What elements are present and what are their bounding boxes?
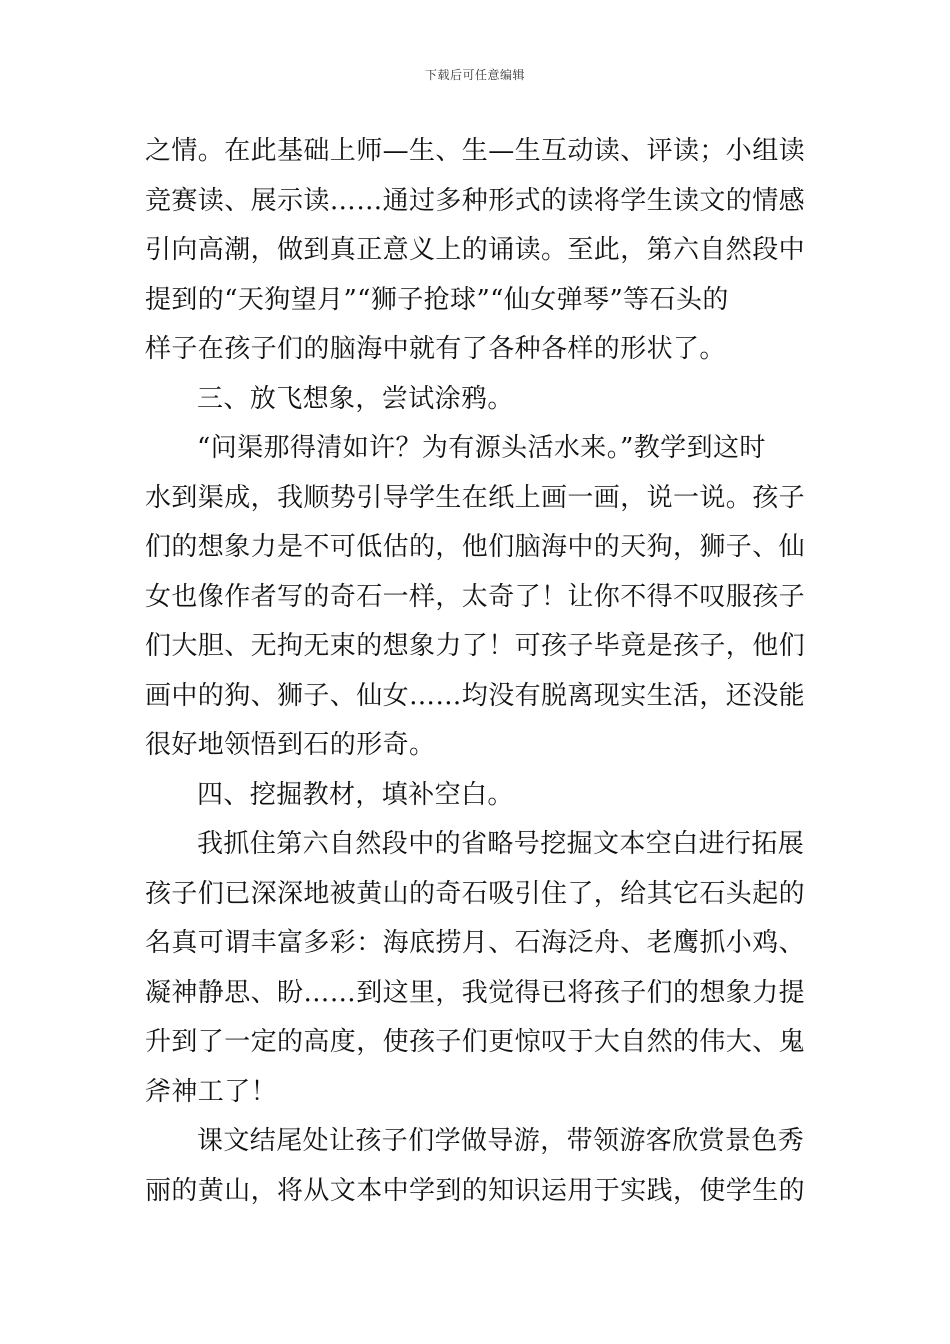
text-line: 们大胆、无拘无束的想象力了！可孩子毕竟是孩子，他们 — [145, 631, 806, 661]
text-line: 女也像作者写的奇石一样，太奇了！让你不得不叹服孩子 — [145, 581, 806, 612]
text-line: “问渠那得清如许？为有源头活水来。”教学到这时 — [197, 433, 766, 463]
text-line: 竞赛读、展示读……通过多种形式的读将学生读文的情感 — [145, 185, 806, 216]
text-line: 斧神工了！ — [145, 1076, 278, 1107]
text-line: 四、挖掘教材，填补空白。 — [197, 779, 514, 810]
text-line: 三、放飞想象，尝试涂鸦。 — [197, 383, 514, 414]
text-line: 我抓住第六自然段中的省略号挖掘文本空白进行拓展 — [197, 829, 805, 859]
page-header: 下载后可任意编辑 — [424, 68, 525, 82]
text-line: 之情。在此基础上师—生、生—生互动读、评读；小组读 — [145, 136, 806, 166]
text-line: 画中的狗、狮子、仙女……均没有脱离现实生活，还没能 — [145, 680, 806, 711]
document-body — [145, 127, 807, 1216]
text-line: 名真可谓丰富多彩：海底捞月、石海泛舟、老鹰抓小鸡、 — [145, 928, 806, 958]
text-line: 升到了一定的高度，使孩子们更惊叹于大自然的伟大、鬼 — [145, 1027, 806, 1057]
text-line: 提到的“天狗望月”“狮子抢球”“仙女弹琴”等石头的 — [145, 284, 729, 315]
text-line: 水到渠成，我顺势引导学生在纸上画一画，说一说。孩子 — [145, 482, 806, 513]
text-line: 孩子们已深深地被黄山的奇石吸引住了，给其它石头起的 — [145, 878, 806, 909]
text-line: 课文结尾处让孩子们学做导游，带领游客欣赏景色秀 — [197, 1126, 805, 1156]
text-line: 们的想象力是不可低估的，他们脑海中的天狗，狮子、仙 — [145, 532, 806, 562]
text-line: 凝神静思、盼……到这里，我觉得已将孩子们的想象力提 — [145, 977, 806, 1008]
text-line: 很好地领悟到石的形奇。 — [145, 730, 436, 760]
text-line: 样子在孩子们的脑海中就有了各种各样的形状了。 — [145, 334, 726, 364]
text-line: 丽的黄山，将从文本中学到的知识运用于实践，使学生的 — [145, 1175, 806, 1206]
text-line: 引向高潮，做到真正意义上的诵读。至此，第六自然段中 — [145, 235, 806, 265]
